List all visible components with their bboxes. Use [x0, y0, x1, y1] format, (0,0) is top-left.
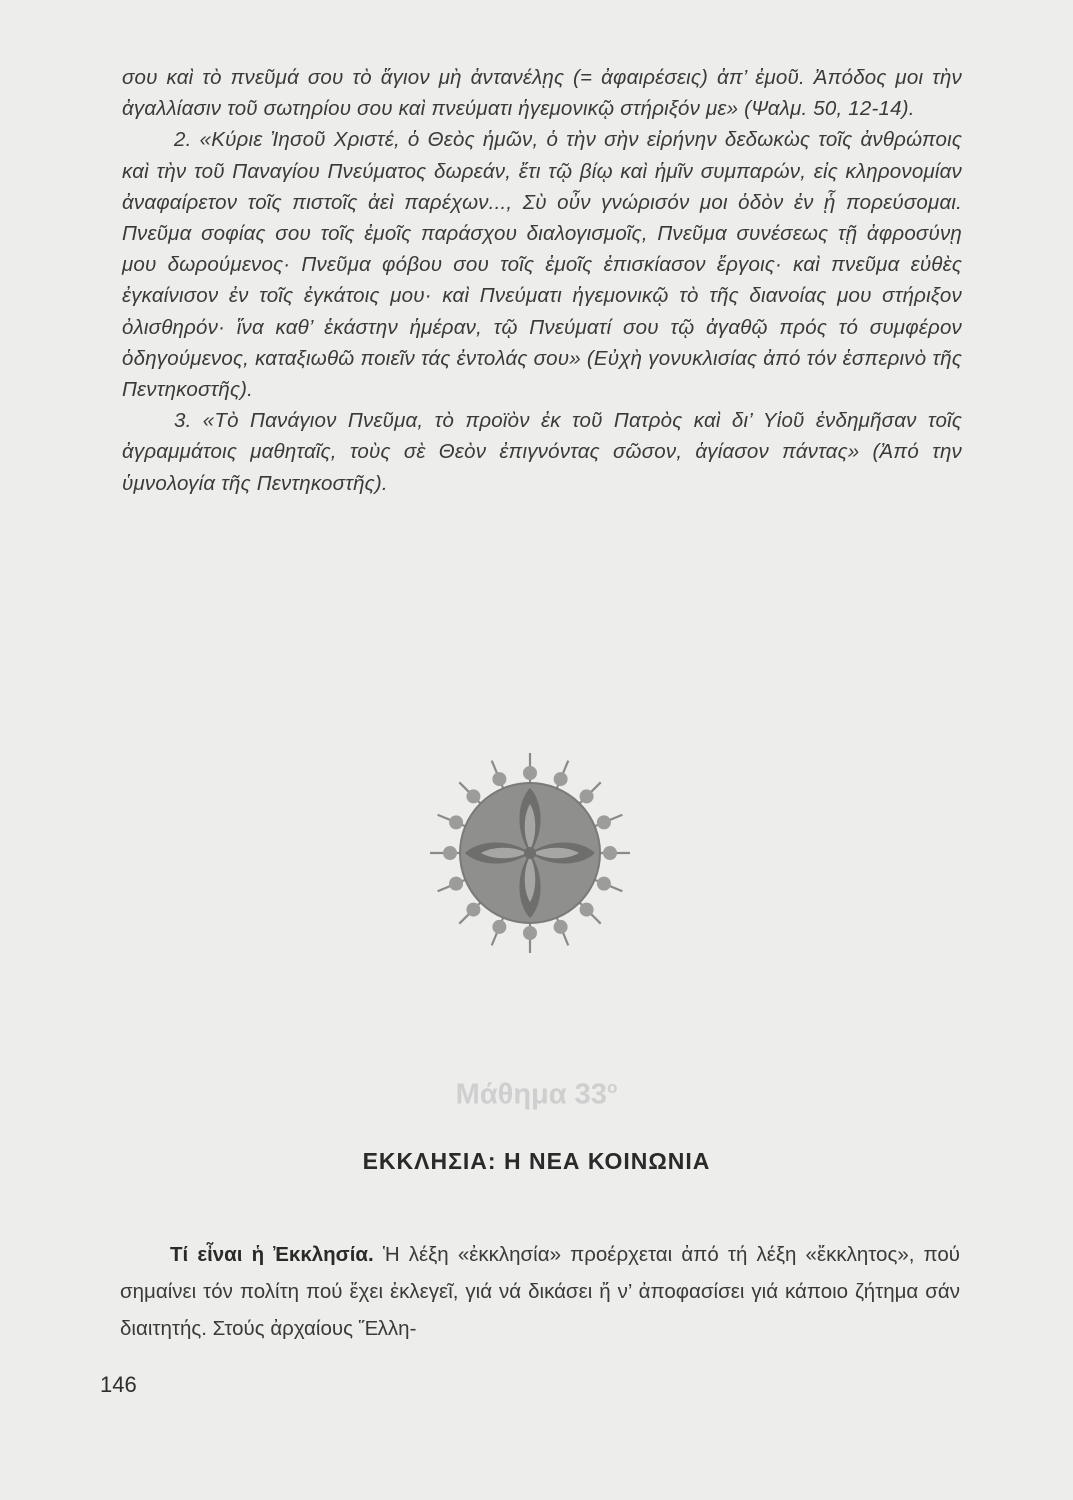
prayer-paragraph-1: σου καὶ τὸ πνεῦμά σου τὸ ἅγιον μὴ ἀντανέλῃς (= ἀφαιρέσεις) ἀπ’ ἐμοῦ. Ἀπόδος μοι τὴν ἀγαλλίασιν τοῦ σωτηρίου σου καὶ πνεύματι ἡγεμονικῷ στήριξόν με» (Ψαλμ. 50, 12-14).: [122, 66, 962, 121]
prayer-paragraph-3: 3. «Τὸ Πανάγιον Πνεῦμα, τὸ προϊὸν ἐκ τοῦ Πατρὸς καὶ δι’ Υἱοῦ ἐνδημῆσαν τοῖς ἀγραμμάτοις μαθηταῖς, τοὺς σὲ Θεὸν ἐπιγνόντας σῶσον, ἁγίασον πάντας» (Ἀπό την ὑμνολογία τῆς Πεντηκοστῆς).: [122, 409, 962, 495]
lesson-superscript: ο: [606, 1078, 618, 1097]
chapter-title: ΕΚΚΛΗΣΙΑ: Η ΝΕΑ ΚΟΙΝΩΝΙΑ: [362, 1148, 711, 1174]
page-number: 146: [100, 1372, 137, 1397]
section-paragraph: [120, 1236, 960, 1347]
rosette-ornament-icon: [410, 738, 650, 968]
lesson-label-text: Μάθημα 33: [455, 1078, 607, 1111]
prayer-paragraph-2: 2. «Κύριε Ἰησοῦ Χριστέ, ὁ Θεὸς ἡμῶν, ὁ τὴν σὴν εἰρήνην δεδωκὼς τοῖς ἀνθρώποις καὶ τὴν τοῦ Παναγίου Πνεύματος δωρεάν, ἔτι τῷ βίῳ καὶ ἡμῖν συμπαρών, εἰς κληρονομίαν ἀναφαίρετον τοῖς πιστοῖς ἀεὶ παρέχων..., Σὺ οὖν γνώρισόν μοι ὁδὸν ἐν ᾗ πορεύσομαι. Πνεῦμα σοφίας σου τοῖς ἐμοῖς παράσχου διαλογισμοῖς, Πνεῦμα συνέσεως τῇ ἀφροσύνῃ μου δωρούμενος· Πνεῦμα φόβου σου τοῖς ἐμοῖς ἐπισκίασον ἔργοις· καὶ πνεῦμα εὐθὲς ἐγκαίνισον ἐν τοῖς ἐγκάτοις μου· καὶ Πνεύματι ἡγεμονικῷ τὸ τῆς διανοίας μου στήριξον ὀλισθηρόν· ἵνα καθ’ ἑκάστην ἡμέραν, τῷ Πνεύματί σου τῷ ἀγαθῷ πρός τό συμφέρον ὁδηγούμενος, καταξιωθῶ ποιεῖν τάς ἐντολάς σου» (Εὐχὴ γονυκλισίας ἀπό τόν ἑσπερινὸ τῆς Πεντηκοστῆς).: [122, 128, 962, 402]
lesson-number: [0, 1078, 1073, 1112]
section-text: Ἡ λέξη «ἐκκλησία» προέρχεται ἀπό τή λέξη «ἔκκλητος», πού σημαίνει τόν πολίτη πού ἔχει ἐκλεγεῖ, γιά νά δικάσει ἤ ν’ ἀποφασίσει γιά κάποιο ζήτημα σάν διαιτητής. Στούς ἀρχαίους Ἕλλη-: [120, 1243, 961, 1340]
section-lead-heading: Τί εἶναι ἡ Ἐκκλησία.: [170, 1243, 374, 1266]
section-body: [120, 1236, 960, 1347]
prayer-text-block: [122, 62, 962, 499]
